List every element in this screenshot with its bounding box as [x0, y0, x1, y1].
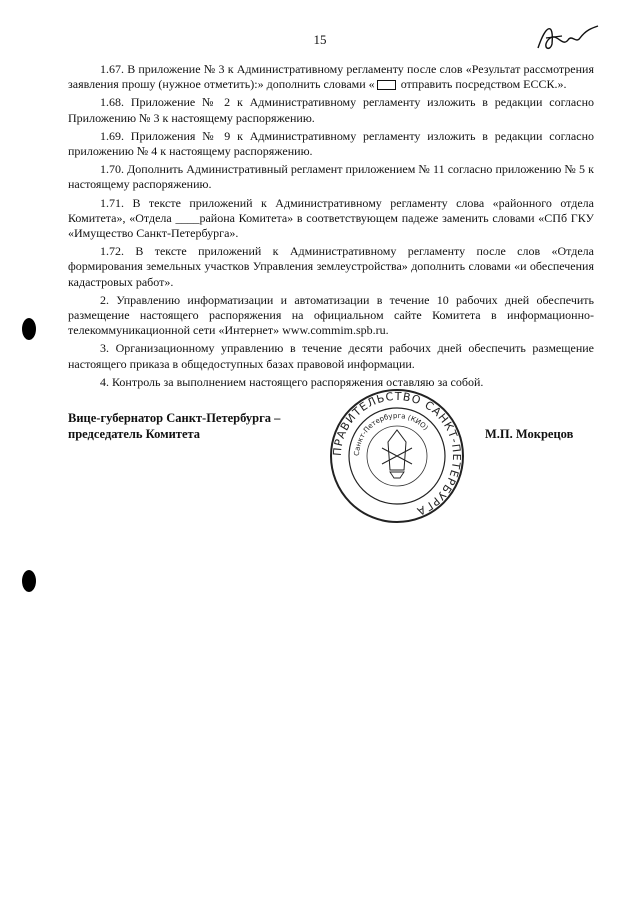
paragraph-1-71: 1.71. В тексте приложений к Административному регламенту слова «районного отдела Комитета», «Отдела ____района Комитета» в соответствующем падеже заменить словами «СПб ГКУ «Имущество Санкт-Петербурга». [68, 195, 594, 241]
punch-hole [22, 570, 36, 592]
paragraph-3: 3. Организационному управлению в течение десяти рабочих дней обеспечить размещение настоящего приказа в общедоступных базах правовой информации. [68, 341, 594, 371]
paragraph-1-68: 1.68. Приложение № 2 к Административному регламенту изложить в редакции согласно Приложению № 3 к настоящему распоряжению. [68, 95, 594, 125]
punch-hole [22, 318, 36, 340]
signatory-name: М.П. Мокрецов [485, 427, 574, 441]
checkbox-square-icon [377, 80, 396, 90]
paragraph-1-69: 1.69. Приложения № 9 к Административному регламенту изложить в редакции согласно приложению № 4 к настоящему распоряжению. [68, 128, 594, 159]
handwritten-initials [532, 18, 602, 58]
official-seal [318, 386, 476, 526]
document-body [68, 62, 594, 393]
svg-text:Санкт-Петербурга (КИО): Санкт-Петербурга (КИО) [352, 411, 430, 457]
paragraph-1-70: 1.70. Дополнить Административный регламент приложением № 11 согласно приложению № 5 к настоящему распоряжению. [68, 162, 594, 192]
paragraph-1-72: 1.72. В тексте приложений к Административному регламенту после слов «Отдела формирования земельных участков Управления землеустройства» дополнить словами «и обеспечения кадастровых работ». [68, 244, 594, 289]
paragraph-2: 2. Управлению информатизации и автоматизации в течение 10 рабочих дней обеспечить размещение настоящего распоряжения на официальном сайте Комитета в информационно-телекоммуникационной сети «Интернет» www.commim.spb.ru. [68, 292, 594, 338]
paragraph-4: 4. Контроль за выполнением настоящего распоряжения оставляю за собой. [100, 374, 484, 389]
signatory-position: Вице-губернатор Санкт-Петербурга – председатель Комитета [68, 411, 281, 441]
paragraph-1-67: 1.67. В приложение № 3 к Административному регламенту после слов «Результат рассмотрения заявления прошу (нужное отметить):» дополнить словами « отправить посредством ЕССК.». [68, 62, 594, 92]
svg-text:ПРАВИТЕЛЬСТВО САНКТ-ПЕТЕРБУРГА: ПРАВИТЕЛЬСТВО САНКТ-ПЕТЕРБУРГА [330, 389, 464, 519]
page-number: 15 [313, 32, 327, 47]
